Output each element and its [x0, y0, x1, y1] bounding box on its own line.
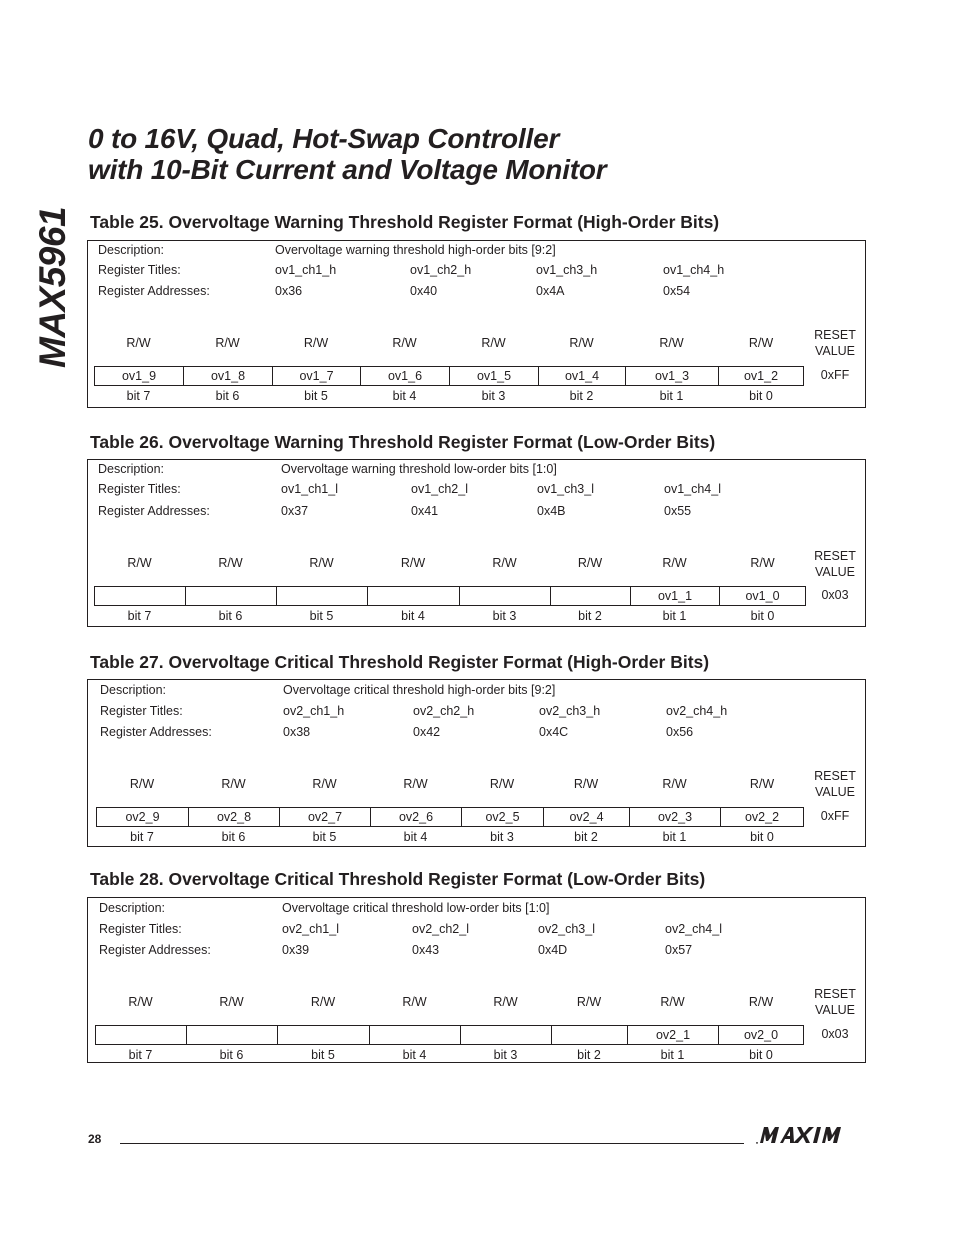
part-number-side-title: MAX5961 — [32, 206, 73, 368]
bit-field-row — [95, 1025, 805, 1045]
access-type: R/W — [215, 336, 240, 350]
description-row — [98, 462, 858, 478]
bit-field-cell — [186, 1025, 278, 1045]
register-address: 0x54 — [663, 284, 691, 298]
register-title: ov2_ch2_h — [413, 704, 475, 718]
bit-number-label: bit 3 — [493, 1048, 518, 1062]
footer-rule — [120, 1143, 744, 1144]
access-type: R/W — [310, 995, 336, 1009]
register-address: 0x55 — [664, 504, 692, 518]
register-titles-label: Register Titles: — [99, 922, 182, 936]
bit-field-cell: ov1_6 — [360, 366, 450, 386]
register-title: ov2_ch3_l — [538, 922, 595, 936]
bit-number-label: bit 7 — [126, 389, 151, 403]
bit-field-cell: ov1_3 — [625, 366, 719, 386]
access-type: R/W — [576, 995, 602, 1009]
register-addresses-row — [98, 725, 858, 741]
register-address: 0x41 — [411, 504, 439, 518]
reset-value: 0x03 — [821, 588, 849, 602]
register-titles-row — [99, 922, 859, 938]
reset-value: 0xFF — [820, 809, 850, 823]
table-heading: Table 25. Overvoltage Warning Threshold Register Format (High-Order Bits) — [90, 212, 720, 232]
access-type: R/W — [221, 777, 246, 791]
access-type: R/W — [403, 777, 428, 791]
bit-field-cell: ov1_9 — [94, 366, 184, 386]
access-type: R/W — [749, 777, 775, 791]
bit-number-label: bit 4 — [402, 1048, 427, 1062]
bit-number-row — [94, 389, 804, 409]
register-title: ov1_ch3_h — [536, 263, 598, 277]
access-type: R/W — [126, 336, 151, 350]
access-type: R/W — [402, 995, 427, 1009]
bit-number-label: bit 5 — [312, 830, 337, 844]
register-title: ov2_ch3_h — [539, 704, 601, 718]
bit-number-label: bit 0 — [750, 609, 775, 623]
description-row — [98, 243, 858, 259]
bit-number-label: bit 4 — [392, 389, 417, 403]
bit-number-row — [96, 830, 806, 850]
register-address: 0x40 — [410, 284, 438, 298]
bit-field-row — [94, 586, 804, 606]
register-table — [87, 679, 866, 847]
bit-field-cell: ov2_2 — [720, 807, 804, 827]
description-label: Description: — [98, 243, 164, 257]
access-row — [94, 556, 804, 576]
table-heading: Table 27. Overvoltage Critical Threshold Register Format (High-Order Bits) — [90, 652, 710, 672]
register-addresses-label: Register Addresses: — [98, 284, 210, 298]
bit-field-cell: ov1_1 — [630, 586, 720, 606]
register-title: ov2_ch4_h — [666, 704, 728, 718]
bit-number-label: bit 0 — [749, 1048, 773, 1062]
bit-field-row — [94, 366, 804, 386]
bit-field-cell — [277, 1025, 370, 1045]
access-type: R/W — [660, 995, 685, 1009]
document-title-line-1: 0 to 16V, Quad, Hot-Swap Controller — [88, 123, 560, 154]
document-title-line-2: with 10-Bit Current and Voltage Monitor — [88, 154, 607, 185]
description-label: Description: — [100, 683, 166, 697]
bit-field-cell — [276, 586, 368, 606]
register-titles-label: Register Titles: — [98, 482, 181, 496]
bit-field-cell: ov2_9 — [96, 807, 189, 827]
register-title: ov2_ch1_l — [282, 922, 339, 936]
bit-number-label: bit 2 — [577, 1048, 601, 1062]
bit-field-cell: ov1_7 — [272, 366, 361, 386]
register-title: ov1_ch1_h — [275, 263, 337, 277]
reset-value: 0xFF — [820, 368, 850, 382]
access-type: R/W — [492, 556, 517, 570]
register-address: 0x37 — [281, 504, 309, 518]
maxim-logo — [756, 1126, 864, 1144]
bit-field-cell — [460, 1025, 552, 1045]
register-address: 0x42 — [413, 725, 441, 739]
description-value: Overvoltage critical threshold high-order bits [9:2] — [283, 683, 556, 697]
bit-number-label: bit 1 — [662, 830, 687, 844]
bit-number-label: bit 1 — [662, 609, 687, 623]
bit-field-cell — [94, 586, 186, 606]
access-type: R/W — [748, 336, 774, 350]
bit-field-cell — [367, 586, 460, 606]
access-type: R/W — [128, 995, 153, 1009]
register-address: 0x36 — [275, 284, 303, 298]
access-row — [96, 777, 806, 797]
access-type: R/W — [392, 336, 417, 350]
bit-field-cell: ov2_6 — [370, 807, 462, 827]
access-type: R/W — [662, 777, 687, 791]
access-type: R/W — [662, 556, 687, 570]
bit-field-cell: ov2_5 — [461, 807, 544, 827]
access-type: R/W — [219, 995, 244, 1009]
page-number: 28 — [88, 1132, 102, 1146]
access-type: R/W — [489, 777, 515, 791]
bit-number-label: bit 1 — [659, 389, 684, 403]
bit-number-label: bit 1 — [660, 1048, 685, 1062]
access-type: R/W — [569, 336, 594, 350]
register-addresses-label: Register Addresses: — [99, 943, 211, 957]
register-address: 0x4D — [538, 943, 568, 957]
bit-field-cell: ov1_5 — [449, 366, 539, 386]
bit-field-cell — [459, 586, 551, 606]
description-value: Overvoltage warning threshold high-order bits [9:2] — [275, 243, 556, 257]
bit-number-label: bit 4 — [401, 609, 425, 623]
access-type: R/W — [748, 995, 774, 1009]
access-row — [94, 336, 804, 356]
register-title: ov1_ch2_h — [410, 263, 472, 277]
bit-number-label: bit 6 — [218, 609, 243, 623]
register-addresses-row — [99, 943, 859, 959]
bit-field-cell — [551, 1025, 628, 1045]
bit-number-label: bit 7 — [128, 1048, 153, 1062]
register-address: 0x56 — [666, 725, 694, 739]
bit-number-label: bit 4 — [403, 830, 428, 844]
access-type: R/W — [573, 777, 599, 791]
bit-field-cell — [95, 1025, 187, 1045]
access-type: R/W — [481, 336, 506, 350]
description-row — [98, 683, 858, 699]
bit-number-label: bit 2 — [574, 830, 598, 844]
register-title: ov1_ch1_l — [281, 482, 338, 496]
access-row — [95, 995, 805, 1015]
register-address: 0x43 — [412, 943, 440, 957]
description-label: Description: — [98, 462, 164, 476]
bit-field-cell: ov2_0 — [718, 1025, 804, 1045]
bit-number-label: bit 0 — [749, 389, 773, 403]
bit-number-label: bit 5 — [311, 1048, 335, 1062]
bit-field-cell: ov2_3 — [629, 807, 721, 827]
access-type: R/W — [303, 336, 329, 350]
bit-number-label: bit 5 — [309, 609, 334, 623]
bit-number-label: bit 3 — [492, 609, 517, 623]
register-address: 0x39 — [282, 943, 310, 957]
bit-field-cell: ov1_2 — [718, 366, 804, 386]
bit-number-label: bit 6 — [221, 830, 246, 844]
bit-field-cell: ov2_7 — [279, 807, 371, 827]
reset-value-label: RESET VALUE — [814, 549, 856, 579]
register-title: ov1_ch3_l — [537, 482, 594, 496]
bit-field-cell: ov1_8 — [183, 366, 273, 386]
bit-number-label: bit 0 — [750, 830, 774, 844]
access-type: R/W — [309, 556, 334, 570]
register-title: ov1_ch4_h — [663, 263, 725, 277]
access-type: R/W — [577, 556, 603, 570]
table-heading: Table 28. Overvoltage Critical Threshold Register Format (Low-Order Bits) — [90, 869, 706, 889]
bit-field-cell: ov2_1 — [627, 1025, 719, 1045]
register-titles-row — [98, 482, 858, 498]
register-addresses-row — [98, 284, 858, 300]
bit-number-label: bit 3 — [490, 830, 514, 844]
description-value: Overvoltage warning threshold low-order bits [1:0] — [281, 462, 557, 476]
reset-value: 0x03 — [821, 1027, 849, 1041]
access-type: R/W — [659, 336, 684, 350]
document-title — [88, 123, 607, 185]
bit-field-cell: ov2_4 — [543, 807, 630, 827]
register-titles-row — [98, 704, 858, 720]
access-type: R/W — [312, 777, 337, 791]
bit-number-label: bit 5 — [304, 389, 328, 403]
reset-value-label: RESET VALUE — [814, 769, 856, 799]
register-addresses-label: Register Addresses: — [100, 725, 212, 739]
bit-number-label: bit 2 — [569, 389, 594, 403]
reset-value-label: RESET VALUE — [814, 328, 856, 358]
register-titles-label: Register Titles: — [98, 263, 181, 277]
bit-field-cell: ov2_8 — [188, 807, 280, 827]
register-table — [87, 240, 866, 408]
access-type: R/W — [218, 556, 243, 570]
register-table — [87, 459, 866, 627]
register-address: 0x4B — [537, 504, 566, 518]
register-address: 0x4C — [539, 725, 569, 739]
register-addresses-row — [98, 504, 858, 520]
access-type: R/W — [400, 556, 426, 570]
access-type: R/W — [750, 556, 775, 570]
reset-value-label: RESET VALUE — [814, 987, 856, 1017]
bit-field-cell — [185, 586, 277, 606]
register-table — [87, 897, 866, 1063]
register-address: 0x38 — [283, 725, 311, 739]
register-addresses-label: Register Addresses: — [98, 504, 210, 518]
bit-number-label: bit 6 — [219, 1048, 244, 1062]
register-title: ov2_ch1_h — [283, 704, 345, 718]
bit-number-row — [94, 609, 804, 629]
bit-field-cell — [369, 1025, 461, 1045]
bit-number-label: bit 2 — [578, 609, 602, 623]
register-title: ov2_ch4_l — [665, 922, 722, 936]
description-value: Overvoltage critical threshold low-order bits [1:0] — [282, 901, 550, 915]
table-heading: Table 26. Overvoltage Warning Threshold Register Format (Low-Order Bits) — [90, 432, 716, 452]
bit-number-label: bit 7 — [127, 609, 152, 623]
register-title: ov1_ch4_l — [664, 482, 721, 496]
bit-number-label: bit 7 — [130, 830, 154, 844]
register-address: 0x4A — [536, 284, 565, 298]
bit-number-label: bit 3 — [481, 389, 506, 403]
bit-field-cell: ov1_0 — [719, 586, 806, 606]
bit-field-cell: ov1_4 — [538, 366, 626, 386]
access-type: R/W — [129, 777, 155, 791]
register-titles-row — [98, 263, 858, 279]
bit-field-cell — [550, 586, 631, 606]
access-type: R/W — [493, 995, 518, 1009]
access-type: R/W — [127, 556, 152, 570]
register-title: ov2_ch2_l — [412, 922, 469, 936]
description-label: Description: — [99, 901, 165, 915]
register-title: ov1_ch2_l — [411, 482, 468, 496]
bit-number-label: bit 6 — [215, 389, 240, 403]
bit-field-row — [96, 807, 806, 827]
register-address: 0x57 — [665, 943, 693, 957]
description-row — [99, 901, 859, 917]
register-titles-label: Register Titles: — [100, 704, 183, 718]
bit-number-row — [95, 1048, 805, 1068]
